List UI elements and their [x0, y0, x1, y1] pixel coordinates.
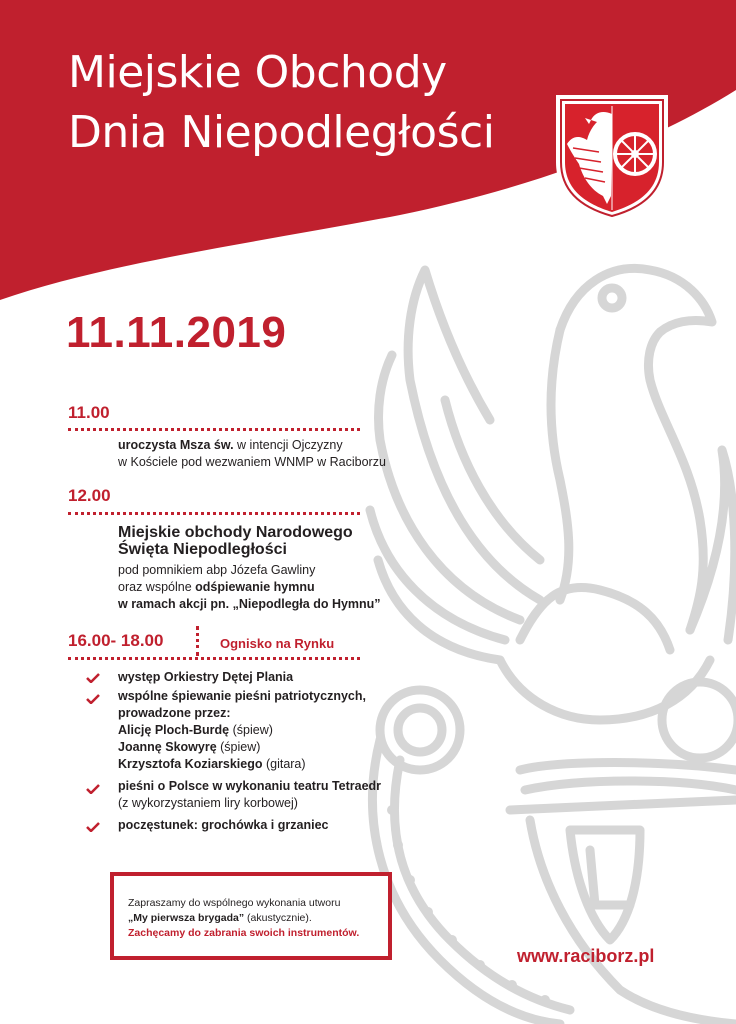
invitation-line3: Zachęcamy do zabrania swoich instrumentów.	[128, 927, 360, 939]
slot2-line2-plain: oraz wspólne	[118, 580, 196, 594]
raciborz-coat-of-arms-icon	[553, 92, 671, 224]
performer-role: (śpiew)	[229, 723, 273, 737]
slot2-heading1: Miejskie obchody Narodowego	[118, 524, 353, 541]
time-16-18: 16.00- 18.00	[68, 631, 164, 650]
invitation-box	[110, 872, 392, 960]
item-led-by: prowadzone przez:	[118, 706, 231, 720]
vertical-dotted-divider	[196, 626, 199, 656]
slot2-heading2: Święta Niepodległości	[118, 541, 287, 558]
performer	[118, 722, 273, 739]
song-note: (akustycznie).	[244, 912, 312, 924]
performer	[118, 756, 306, 773]
performer	[118, 739, 260, 756]
page-title-line1: Miejskie Obchody	[68, 47, 447, 98]
song-title: „My pierwsza brygada”	[128, 912, 245, 924]
performer-name: Krzysztofa Koziarskiego	[118, 757, 263, 771]
mass-intention: w intencji Ojczyzny	[233, 438, 343, 452]
performer-role: (gitara)	[262, 757, 306, 771]
time-12: 12.00	[68, 486, 111, 505]
dotted-divider	[68, 428, 360, 431]
slot2-line2	[118, 579, 315, 596]
slot2-line3: w ramach akcji pn. „Niepodległa do Hymnu”	[118, 597, 381, 611]
item-refreshments: poczęstunek: grochówka i grzaniec	[118, 818, 329, 832]
invitation-line2	[128, 911, 312, 925]
checkmark-icon	[86, 784, 100, 794]
checkmark-icon	[86, 694, 100, 704]
item-theatre: pieśni o Polsce w wykonaniu teatru Tetraedr	[118, 779, 382, 793]
page-title-line2: Dnia Niepodległości	[68, 107, 495, 158]
invitation-line1: Zapraszamy do wspólnego wykonania utworu	[128, 897, 341, 909]
performer-name: Alicję Ploch-Burdę	[118, 723, 230, 737]
slot2-line2-bold: odśpiewanie hymnu	[195, 580, 315, 594]
checkmark-icon	[86, 822, 100, 832]
item-singing: wspólne śpiewanie pieśni patriotycznych,	[118, 689, 366, 703]
dotted-divider	[68, 512, 360, 515]
mass-label: uroczysta Msza św.	[118, 438, 234, 452]
item-orchestra: występ Orkiestry Dętej Plania	[118, 670, 294, 684]
slot2-line1: pod pomnikiem abp Józefa Gawliny	[118, 563, 316, 577]
slot1-line1	[118, 437, 343, 454]
event-date: 11.11.2019	[66, 308, 287, 357]
website-link[interactable]: www.raciborz.pl	[517, 946, 655, 966]
bonfire-location: Ognisko na Rynku	[220, 636, 335, 651]
time-11: 11.00	[68, 403, 110, 422]
checkmark-icon	[86, 673, 100, 683]
slot1-line2: w Kościele pod wezwaniem WNMP w Raciborzu	[118, 455, 386, 469]
performer-name: Joannę Skowyrę	[118, 740, 217, 754]
item-theatre-note: (z wykorzystaniem liry korbowej)	[118, 796, 298, 810]
performer-role: (śpiew)	[216, 740, 261, 754]
dotted-divider	[68, 657, 360, 660]
